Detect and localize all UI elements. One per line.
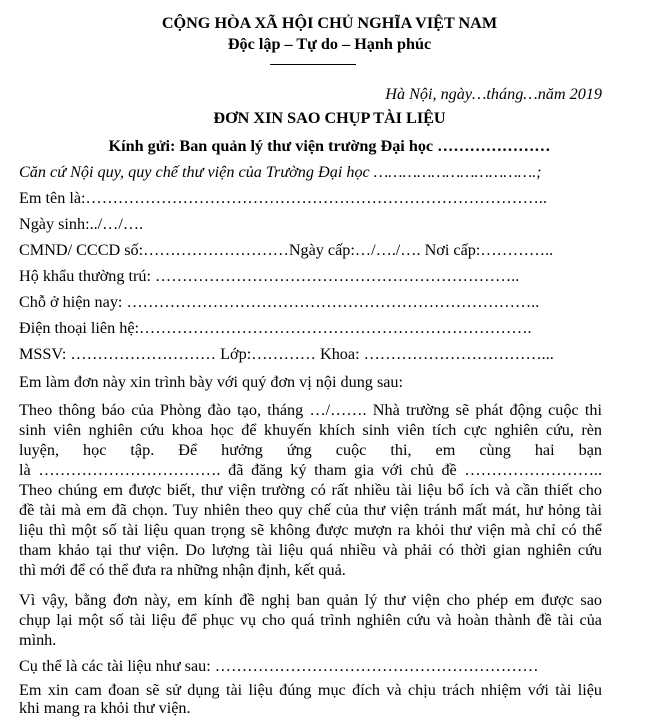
intro-line: Em làm đơn này xin trình bày với quý đơn vị nội dung sau: — [19, 373, 404, 391]
name-field: Em tên là:………………………………………………………………………….. — [19, 189, 547, 207]
id-card-field: CMND/ CCCD số:………………………Ngày cấp:…/…./…. Nơi cấp:………….. — [19, 241, 554, 259]
recipient-line: Kính gửi: Ban quản lý thư viện trường Đại học ………………… — [108, 137, 551, 155]
motto: Độc lập – Tự do – Hạnh phúc — [227, 35, 432, 53]
paragraph-line: Em xin cam đoan sẽ sử dụng tài liệu đúng mục đích và chịu trách nhiệm với tài liệu — [19, 681, 602, 699]
document-title: ĐƠN XIN SAO CHỤP TÀI LIỆU — [213, 109, 446, 127]
paragraph-line: sinh viên nghiên cứu khoa học để khuyến khích sinh viên tích cực nghiên cứu, rèn — [19, 421, 602, 439]
paragraph-line: là ……………………………. đã đăng ký tham gia với chủ đề …………………….. — [19, 461, 602, 479]
paragraph-line: chụp lại một số tài liệu để phục vụ cho quá trình nghiên cứu và hoàn thành đề tài của — [19, 611, 602, 629]
paragraph-line: thì mới để có thể đưa ra những nhận định, kết quả. — [19, 561, 346, 579]
address-field: Chỗ ở hiện nay: ………………………………………………………………….. — [19, 293, 540, 311]
paragraph-line: Theo thông báo của Phòng đào tạo, tháng …/……. Nhà trường sẽ phát động cuộc thi — [19, 401, 602, 419]
materials-line: Cụ thể là các tài liệu như sau: …………………………………………………… — [19, 657, 539, 675]
nation-heading: CỘNG HÒA XÃ HỘI CHỦ NGHĨA VIỆT NAM — [161, 14, 498, 32]
paragraph-line: mình. — [19, 631, 57, 649]
paragraph-line: liệu thì một số tài liệu quan trọng sẽ không được mượn ra khỏi thư viện mà chỉ có thể — [19, 521, 602, 539]
paragraph-line: đề tài mà em đã chọn. Tuy nhiên theo quy chế của thư viện tránh mất mát, hư hỏng tài — [19, 501, 602, 519]
paragraph-line: tham khảo tại thư viện. Do lượng tài liệu quá nhiều và phải có thời gian nghiên cứu — [19, 541, 602, 559]
student-info-field: MSSV: ……………………… Lớp:………… Khoa: ……………………………... — [19, 345, 554, 363]
dob-field: Ngày sinh:../…/…. — [19, 215, 144, 233]
residence-field: Hộ khẩu thường trú: ………………………………………………………….. — [19, 267, 520, 285]
paragraph-line: luyện, học tập. Để hưởng ứng cuộc thi, em cùng hai bạn — [19, 441, 602, 459]
paragraph-line: Vì vậy, bằng đơn này, em kính đề nghị ban quản lý thư viện cho phép em được sao — [19, 591, 602, 609]
phone-field: Điện thoại liên hệ:………………………………………………………………. — [19, 319, 532, 337]
motto-underline — [270, 64, 356, 65]
basis-line: Căn cứ Nội quy, quy chế thư viện của Trường Đại học …………………………….; — [19, 163, 542, 181]
paragraph-line: Theo chúng em được biết, thư viện trường có rất nhiều tài liệu bổ ích và cần thiết cho — [19, 481, 602, 499]
paragraph-line: khi mang ra khỏi thư viện. — [19, 699, 191, 717]
place-date: Hà Nội, ngày…tháng…năm 2019 — [385, 85, 602, 103]
